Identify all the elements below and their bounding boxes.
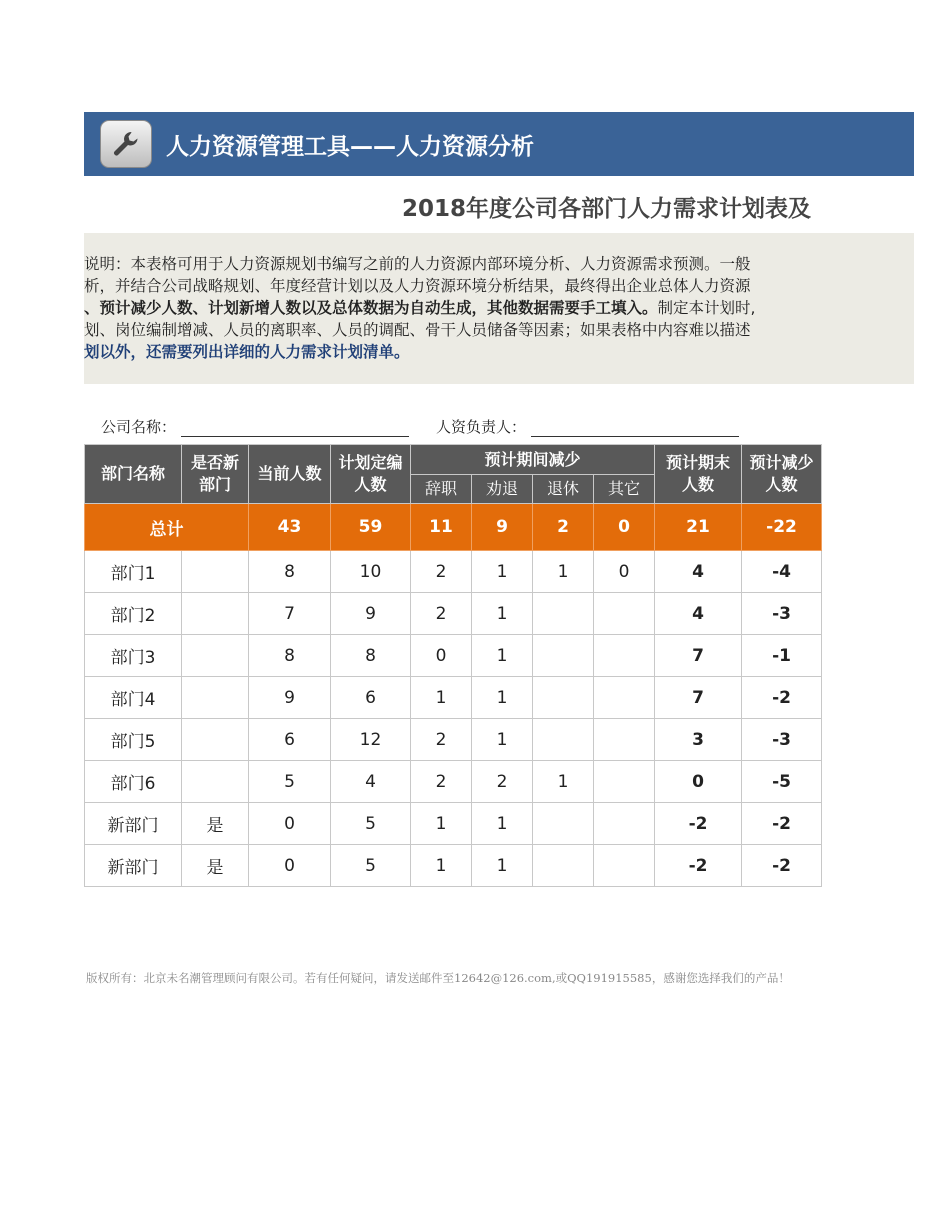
header-is-new-line1: 是否新 xyxy=(190,453,239,472)
header-decrease-line1: 预计减少 xyxy=(749,453,814,472)
description-line-3 xyxy=(84,297,820,319)
header-is-new-line2: 部门 xyxy=(198,475,231,494)
cell-current[interactable]: 5 xyxy=(249,761,331,803)
cell-dismiss[interactable]: 1 xyxy=(472,593,533,635)
cell-end: -2 xyxy=(655,803,742,845)
cell-plan[interactable]: 10 xyxy=(331,551,411,593)
cell-end: 0 xyxy=(655,761,742,803)
cell-current[interactable]: 8 xyxy=(249,551,331,593)
total-end: 21 xyxy=(655,504,742,551)
cell-is-new[interactable] xyxy=(182,593,249,635)
cell-retire[interactable] xyxy=(533,803,594,845)
header-plan-line1: 计划定编 xyxy=(338,453,403,472)
cell-plan[interactable]: 12 xyxy=(331,719,411,761)
cell-resign[interactable]: 2 xyxy=(411,551,472,593)
table-row xyxy=(85,803,822,845)
cell-dismiss[interactable]: 1 xyxy=(472,551,533,593)
header-current: 当前人数 xyxy=(249,445,331,504)
cell-dismiss[interactable]: 1 xyxy=(472,803,533,845)
cell-retire[interactable]: 1 xyxy=(533,551,594,593)
cell-resign[interactable]: 1 xyxy=(411,803,472,845)
cell-retire[interactable] xyxy=(533,635,594,677)
cell-decrease: -3 xyxy=(742,593,822,635)
description-line-4: 划、岗位编制增减、人员的离职率、人员的调配、骨干人员储备等因素；如果表格中内容难以描述 xyxy=(84,321,751,339)
cell-end: 7 xyxy=(655,635,742,677)
total-dismiss: 9 xyxy=(472,504,533,551)
table-subtitle: 2018年度公司各部门人力需求计划表及 xyxy=(402,196,812,222)
cell-resign[interactable]: 1 xyxy=(411,677,472,719)
cell-decrease: -2 xyxy=(742,803,822,845)
header-other: 其它 xyxy=(594,475,655,504)
cell-end: 4 xyxy=(655,551,742,593)
total-retire: 2 xyxy=(533,504,594,551)
cell-current[interactable]: 0 xyxy=(249,845,331,887)
cell-current[interactable]: 9 xyxy=(249,677,331,719)
header-decrease-line2: 人数 xyxy=(765,475,798,494)
cell-plan[interactable]: 6 xyxy=(331,677,411,719)
meta-row xyxy=(84,414,824,440)
cell-dismiss[interactable]: 2 xyxy=(472,761,533,803)
hr-demand-table xyxy=(84,444,822,887)
cell-current[interactable]: 0 xyxy=(249,803,331,845)
cell-other[interactable]: 0 xyxy=(594,551,655,593)
header-end-line2: 人数 xyxy=(682,475,715,494)
page-title: 人力资源管理工具——人力资源分析 xyxy=(166,133,534,160)
cell-dept[interactable]: 部门6 xyxy=(85,761,182,803)
cell-is-new[interactable] xyxy=(182,635,249,677)
header-reduce-group: 预计期间减少 xyxy=(411,445,655,475)
description-box xyxy=(84,233,914,384)
cell-current[interactable]: 7 xyxy=(249,593,331,635)
cell-is-new[interactable] xyxy=(182,761,249,803)
hr-manager-field[interactable] xyxy=(531,436,739,437)
total-label: 总计 xyxy=(85,504,249,551)
cell-plan[interactable]: 4 xyxy=(331,761,411,803)
cell-dismiss[interactable]: 1 xyxy=(472,635,533,677)
description-line-3-bold: 、预计减少人数、计划新增人数以及总体数据为自动生成，其他数据需要手工填入。 xyxy=(84,299,658,317)
company-name-label: 公司名称： xyxy=(101,418,177,436)
table-row xyxy=(85,845,822,887)
cell-plan[interactable]: 5 xyxy=(331,845,411,887)
cell-resign[interactable]: 0 xyxy=(411,635,472,677)
description-line-2: 析，并结合公司战略规划、年度经营计划以及人力资源环境分析结果，最终得出企业总体人力资源 xyxy=(84,277,751,295)
cell-resign[interactable]: 2 xyxy=(411,593,472,635)
cell-dept[interactable]: 新部门 xyxy=(85,845,182,887)
table-row xyxy=(85,719,822,761)
total-row xyxy=(85,504,822,551)
header-plan-line2: 人数 xyxy=(354,475,387,494)
cell-dismiss[interactable]: 1 xyxy=(472,677,533,719)
total-decrease: -22 xyxy=(742,504,822,551)
cell-dismiss[interactable]: 1 xyxy=(472,845,533,887)
header-plan xyxy=(331,445,411,504)
cell-decrease: -5 xyxy=(742,761,822,803)
cell-dept[interactable]: 部门5 xyxy=(85,719,182,761)
header-bar xyxy=(84,112,914,176)
header-is-new xyxy=(182,445,249,504)
header-decrease xyxy=(742,445,822,504)
cell-retire[interactable]: 1 xyxy=(533,761,594,803)
cell-retire[interactable] xyxy=(533,593,594,635)
cell-decrease: -2 xyxy=(742,677,822,719)
cell-resign[interactable]: 2 xyxy=(411,719,472,761)
cell-retire[interactable] xyxy=(533,677,594,719)
total-plan: 59 xyxy=(331,504,411,551)
header-retire: 退休 xyxy=(533,475,594,504)
cell-decrease: -3 xyxy=(742,719,822,761)
header-end-line1: 预计期末 xyxy=(666,453,731,472)
table-row xyxy=(85,677,822,719)
cell-plan[interactable]: 8 xyxy=(331,635,411,677)
cell-is-new[interactable] xyxy=(182,551,249,593)
cell-other[interactable] xyxy=(594,803,655,845)
cell-dept[interactable]: 新部门 xyxy=(85,803,182,845)
cell-decrease: -2 xyxy=(742,845,822,887)
cell-current[interactable]: 6 xyxy=(249,719,331,761)
cell-end: 4 xyxy=(655,593,742,635)
cell-other[interactable] xyxy=(594,635,655,677)
header-dismiss: 劝退 xyxy=(472,475,533,504)
cell-other[interactable] xyxy=(594,593,655,635)
cell-dept[interactable]: 部门2 xyxy=(85,593,182,635)
copyright-footer: 版权所有：北京未名潮管理顾问有限公司。若有任何疑问，请发送邮件至12642@126.com,或QQ191915585，感谢您选择我们的产品！ xyxy=(86,971,790,985)
total-resign: 11 xyxy=(411,504,472,551)
table-row xyxy=(85,551,822,593)
cell-dismiss[interactable]: 1 xyxy=(472,719,533,761)
cell-other[interactable] xyxy=(594,845,655,887)
cell-retire[interactable] xyxy=(533,845,594,887)
cell-other[interactable] xyxy=(594,761,655,803)
subtitle-container xyxy=(84,186,820,226)
cell-plan[interactable]: 5 xyxy=(331,803,411,845)
company-name-field[interactable] xyxy=(181,436,409,437)
description-line-5: 划以外，还需要列出详细的人力需求计划清单。 xyxy=(84,343,410,361)
cell-dept[interactable]: 部门1 xyxy=(85,551,182,593)
header-dept: 部门名称 xyxy=(85,445,182,504)
cell-decrease: -4 xyxy=(742,551,822,593)
total-current: 43 xyxy=(249,504,331,551)
cell-dept[interactable]: 部门4 xyxy=(85,677,182,719)
cell-end: 3 xyxy=(655,719,742,761)
table-row xyxy=(85,635,822,677)
cell-resign[interactable]: 2 xyxy=(411,761,472,803)
total-other: 0 xyxy=(594,504,655,551)
description-text xyxy=(84,253,820,373)
header-end xyxy=(655,445,742,504)
cell-is-new[interactable] xyxy=(182,719,249,761)
cell-dept[interactable]: 部门3 xyxy=(85,635,182,677)
cell-is-new[interactable]: 是 xyxy=(182,803,249,845)
cell-end: 7 xyxy=(655,677,742,719)
cell-current[interactable]: 8 xyxy=(249,635,331,677)
header-resign: 辞职 xyxy=(411,475,472,504)
cell-is-new[interactable] xyxy=(182,677,249,719)
description-line-3-rest: 制定本计划时, xyxy=(657,299,756,317)
cell-plan[interactable]: 9 xyxy=(331,593,411,635)
cell-other[interactable] xyxy=(594,719,655,761)
wrench-icon xyxy=(100,120,152,168)
table-row xyxy=(85,593,822,635)
hr-manager-label: 人资负责人： xyxy=(436,418,527,436)
table-row xyxy=(85,761,822,803)
description-line-1: 说明：本表格可用于人力资源规划书编写之前的人力资源内部环境分析、人力资源需求预测。一般 xyxy=(84,255,751,273)
cell-other[interactable] xyxy=(594,677,655,719)
cell-is-new[interactable]: 是 xyxy=(182,845,249,887)
cell-decrease: -1 xyxy=(742,635,822,677)
cell-retire[interactable] xyxy=(533,719,594,761)
cell-end: -2 xyxy=(655,845,742,887)
cell-resign[interactable]: 1 xyxy=(411,845,472,887)
